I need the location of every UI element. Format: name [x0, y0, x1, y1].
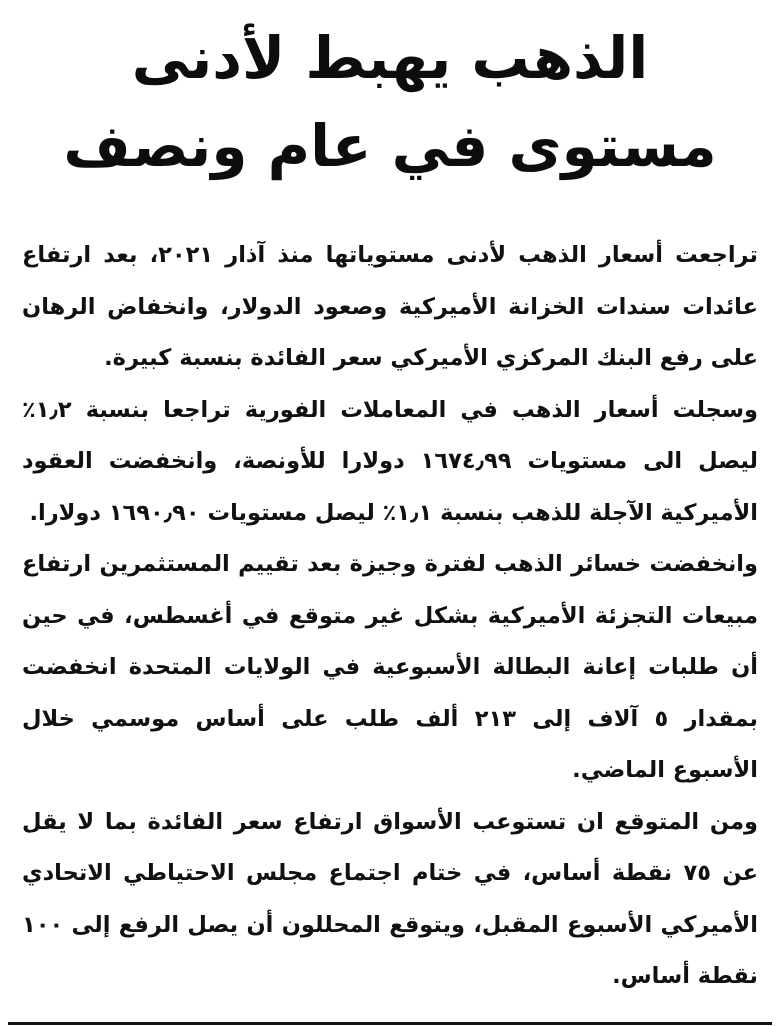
- article-paragraph-3: وانخفضت خسائر الذهب لفترة وجيزة بعد تقييم المستثمرين ارتفاع مبيعات التجزئة الأميركية بشكل غير متوقع في أغسطس، في حين أن طلبات إعانة البطالة الأسبوعية في الولايات المتحدة انخفضت بمقدار ٥ آلاف إلى ٢١٣ ألف طلب على أساس موسمي خلال الأسبوع الماضي.: [22, 551, 758, 783]
- article-paragraph-4: ومن المتوقع ان تستوعب الأسواق ارتفاع سعر الفائدة بما لا يقل عن ٧٥ نقطة أساس، في ختام اجتماع مجلس الاحتياطي الاتحادي الأميركي الأسبوع المقبل، ويتوقع المحللون أن يصل الرفع إلى ١٠٠ نقطة أساس.: [22, 808, 758, 989]
- news-article: [22, 0, 758, 1027]
- headline-line-2: مستوى في عام ونصف: [63, 112, 717, 180]
- article-paragraph-1: تراجعت أسعار الذهب لأدنى مستوياتها منذ آذار ٢٠٢١، بعد ارتفاع عائدات سندات الخزانة الأميركية وصعود الدولار، وانخفاض الرهان على رفع البنك المركزي الأميركي سعر الفائدة بنسبة كبيرة.: [22, 242, 758, 371]
- headline-line-1: الذهب يهبط لأدنى: [131, 24, 649, 92]
- article-body: [22, 230, 758, 1003]
- bottom-divider: [8, 1022, 772, 1025]
- article-headline: [22, 0, 758, 190]
- article-paragraph-2: وسجلت أسعار الذهب في المعاملات الفورية تراجعا بنسبة ١٫٢٪ ليصل الى مستويات ١٦٧٤٫٩٩ دولارا للأونصة، وانخفضت العقود الأميركية الآجلة للذهب بنسبة ١٫١٪ ليصل مستويات ١٦٩٠٫٩٠ دولارا.: [22, 396, 758, 526]
